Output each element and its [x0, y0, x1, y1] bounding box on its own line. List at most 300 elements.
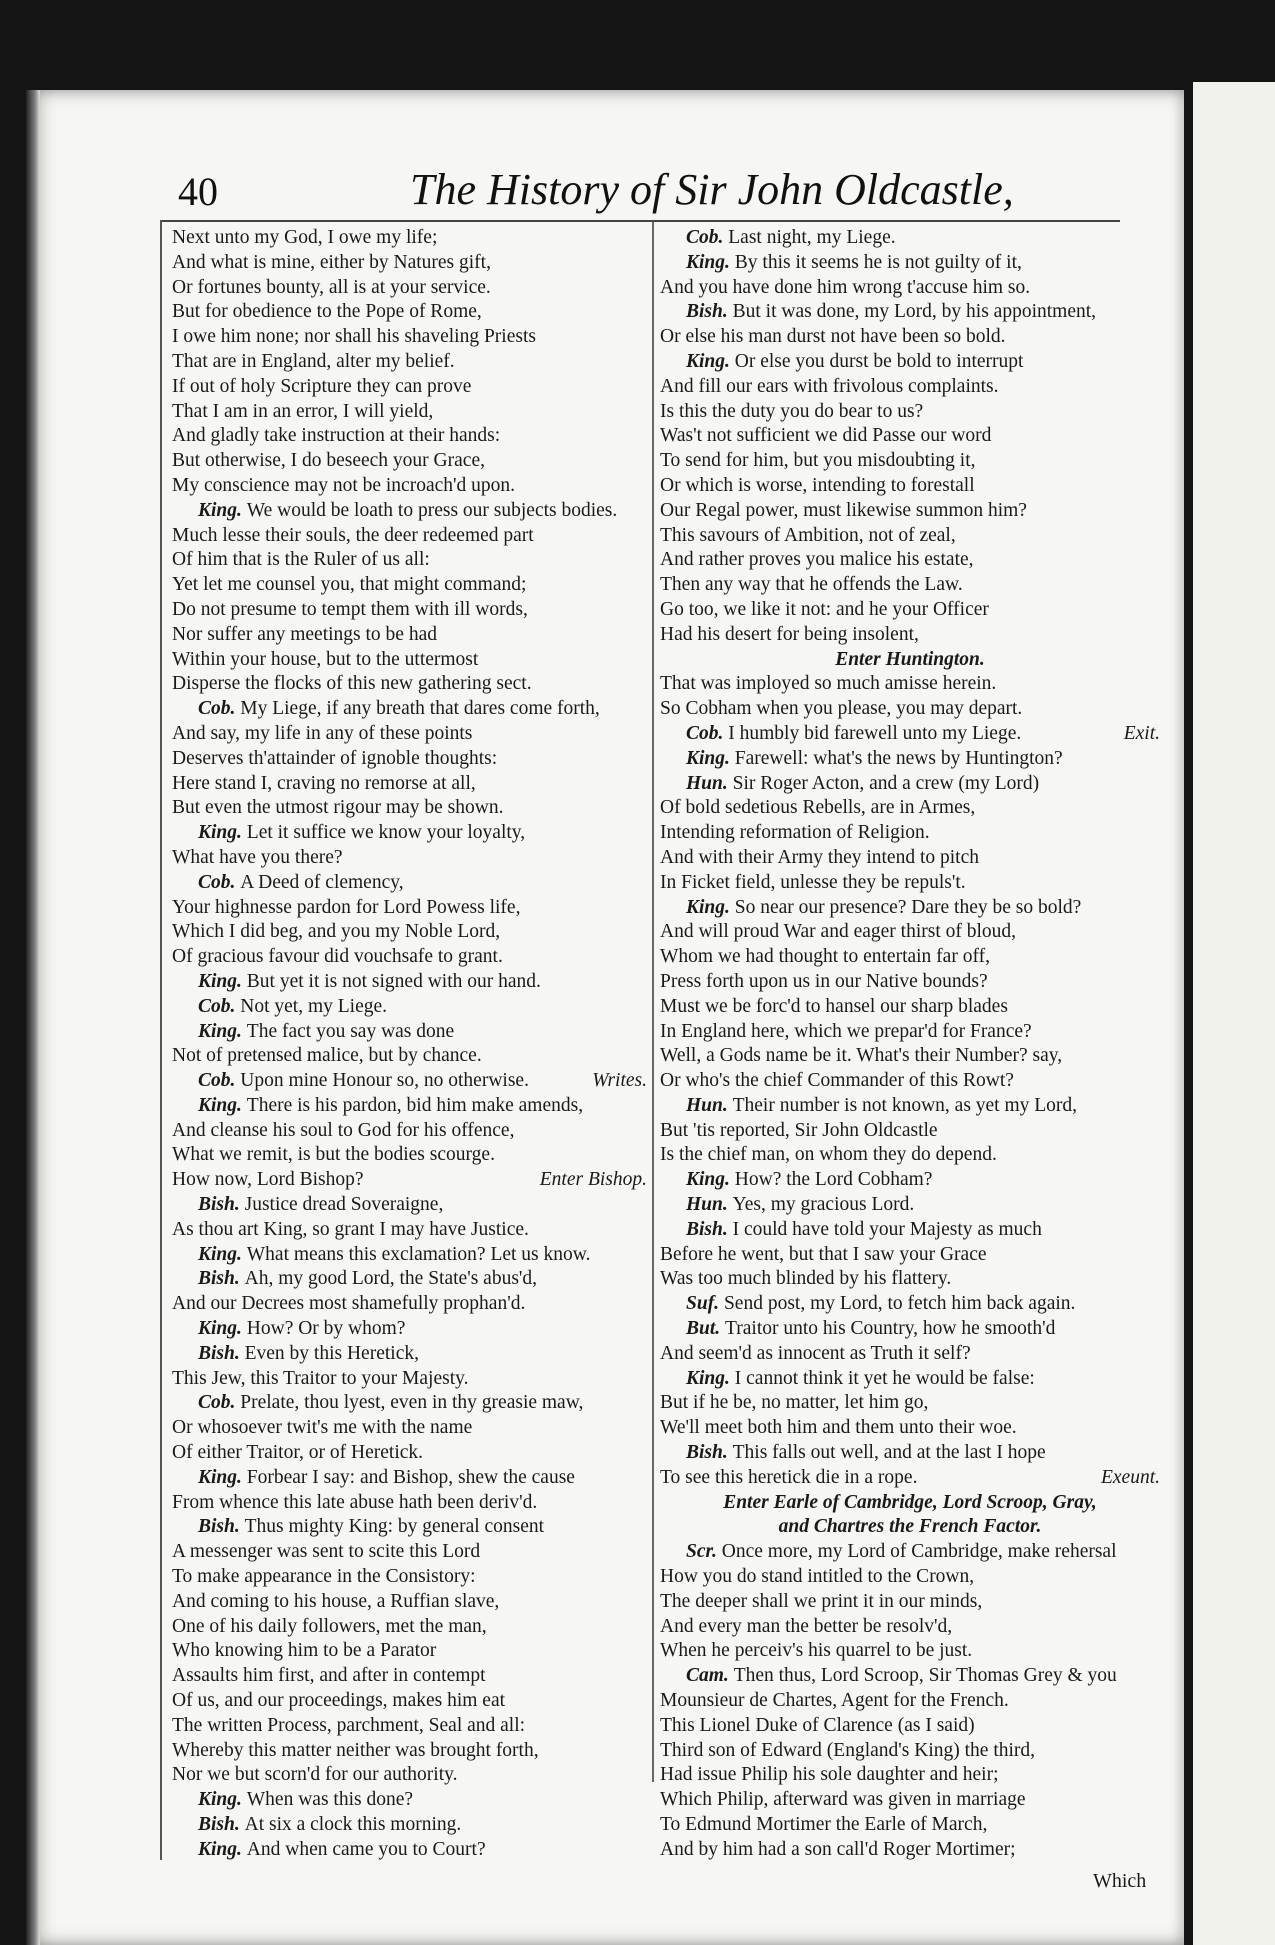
stage-direction: Writes. — [592, 1070, 647, 1092]
line-text: Or whosoever twit's me with the name — [172, 1417, 473, 1439]
verse-line — [172, 1094, 647, 1119]
line-text: Much lesse their souls, the deer redeemed part — [172, 524, 534, 546]
line-text: Third son of Edward (England's King) the third, — [660, 1739, 1036, 1761]
verse-line — [660, 1639, 1160, 1664]
verse-line — [660, 1813, 1160, 1838]
verse-line — [172, 1491, 647, 1516]
line-text: How? the Lord Cobham? — [734, 1169, 933, 1191]
line-text: And by him had a son call'd Roger Mortimer; — [660, 1838, 1016, 1860]
line-text: Of him that is the Ruler of us all: — [172, 549, 430, 571]
verse-line — [660, 1342, 1160, 1367]
catchword: Which — [1093, 1870, 1147, 1892]
stage-direction: Enter Earle of Cambridge, Lord Scroop, Gray, — [723, 1491, 1097, 1513]
verse-line — [172, 1143, 647, 1168]
verse-line — [660, 1416, 1160, 1441]
verse-line — [172, 1044, 647, 1069]
speaker-name: King. — [198, 1020, 247, 1042]
line-text: Who knowing him to be a Parator — [172, 1640, 437, 1662]
speaker-name: Scr. — [686, 1541, 722, 1563]
line-text: How now, Lord Bishop? — [172, 1169, 364, 1191]
verse-line — [172, 1020, 647, 1045]
verse-line — [172, 697, 647, 722]
verse-line — [172, 548, 647, 573]
verse-line — [660, 970, 1160, 995]
line-text: When he perceiv's his quarrel to be just. — [660, 1640, 973, 1662]
verse-line — [172, 722, 647, 747]
verse-line — [172, 945, 647, 970]
verse-line — [660, 1317, 1160, 1342]
verse-line — [660, 871, 1160, 896]
verse-line — [172, 871, 647, 896]
verse-line — [660, 1218, 1160, 1243]
line-text: To Edmund Mortimer the Earle of March, — [660, 1814, 988, 1835]
verse-line — [660, 1367, 1160, 1392]
line-text: How you do stand intitled to the Crown, — [660, 1566, 975, 1588]
verse-line — [172, 1763, 647, 1788]
verse-line — [660, 1391, 1160, 1416]
line-text: Let it suffice we know your loyalty, — [246, 822, 526, 844]
verse-line — [660, 325, 1160, 350]
line-text: By this it seems he is not guilty of it, — [734, 251, 1022, 273]
verse-line — [172, 226, 647, 251]
line-text: And our Decrees most shamefully prophan'd. — [172, 1293, 526, 1315]
stage-direction: Exeunt. — [1100, 1466, 1160, 1488]
line-text: And what is mine, either by Natures gift, — [172, 251, 491, 273]
speaker-name: But. — [686, 1318, 726, 1340]
verse-line — [660, 1763, 1160, 1788]
verse-line — [660, 1168, 1160, 1193]
verse-line — [172, 1788, 647, 1813]
verse-line — [172, 747, 647, 772]
verse-line — [172, 276, 647, 301]
verse-line — [660, 846, 1160, 871]
line-text: But even the utmost rigour may be shown. — [172, 797, 504, 819]
line-text: Was too much blinded by his flattery. — [660, 1268, 952, 1290]
line-text: This savours of Ambition, not of zeal, — [660, 524, 956, 546]
line-text: To make appearance in the Consistory: — [172, 1566, 476, 1588]
verse-line — [660, 995, 1160, 1020]
line-text: Yet let me counsel you, that might command; — [172, 574, 527, 596]
text-column-right — [660, 226, 1160, 1863]
line-text: But it was done, my Lord, by his appointment, — [732, 301, 1097, 323]
line-text: And with their Army they intend to pitch — [660, 846, 979, 868]
verse-line — [660, 722, 1160, 747]
speaker-name: King. — [198, 1838, 247, 1860]
verse-line — [660, 1143, 1160, 1168]
verse-line — [660, 400, 1160, 425]
verse-line — [172, 1615, 647, 1640]
verse-line — [172, 300, 647, 325]
line-text: Assaults him first, and after in contempt — [172, 1665, 486, 1687]
speaker-name: Hun. — [686, 1194, 733, 1216]
verse-line — [172, 1639, 647, 1664]
line-text: What we remit, is but the bodies scourge. — [172, 1144, 495, 1166]
verse-line — [660, 623, 1160, 648]
line-text: I owe him none; nor shall his shaveling Priests — [172, 326, 536, 348]
verse-line — [660, 1020, 1160, 1045]
speaker-name: King. — [198, 1243, 247, 1265]
speaker-name: Cob. — [198, 1392, 241, 1414]
line-text: Nor suffer any meetings to be had — [172, 623, 437, 645]
line-text: To send for him, but you misdoubting it, — [660, 450, 976, 472]
verse-line — [172, 1119, 647, 1144]
line-text: Your highnesse pardon for Lord Powess life, — [172, 896, 521, 918]
speaker-name: King. — [198, 822, 247, 844]
verse-line — [172, 1590, 647, 1615]
line-text: My conscience may not be incroach'd upon. — [172, 474, 516, 496]
line-text: Then any way that he offends the Law. — [660, 574, 963, 596]
verse-line — [660, 672, 1160, 697]
speaker-name: King. — [198, 1789, 247, 1811]
verse-line — [660, 276, 1160, 301]
speaker-name: King. — [686, 350, 735, 372]
verse-line — [660, 251, 1160, 276]
verse-line — [660, 499, 1160, 524]
verse-line — [660, 1441, 1160, 1466]
speaker-name: Cob. — [686, 722, 729, 744]
verse-line — [660, 449, 1160, 474]
verse-line — [172, 251, 647, 276]
verse-line — [172, 375, 647, 400]
line-text: Our Regal power, must likewise summon him? — [660, 499, 1027, 521]
verse-line — [660, 548, 1160, 573]
verse-line — [172, 474, 647, 499]
line-text: Their number is not known, as yet my Lord, — [732, 1094, 1078, 1116]
verse-line — [172, 449, 647, 474]
verse-line — [172, 400, 647, 425]
line-text: Was't not sufficient we did Passe our word — [660, 425, 992, 447]
verse-line — [660, 474, 1160, 499]
line-text: And rather proves you malice his estate, — [660, 549, 974, 571]
line-text: That I am in an error, I will yield, — [172, 400, 434, 422]
verse-line — [172, 1664, 647, 1689]
line-text: Next unto my God, I owe my life; — [172, 227, 438, 248]
line-text: The written Process, parchment, Seal and all: — [172, 1714, 526, 1736]
speaker-name: King. — [686, 1169, 735, 1191]
line-text: Had issue Philip his sole daughter and heir; — [660, 1764, 999, 1786]
stage-direction: Exit. — [1123, 722, 1160, 744]
speaker-name: Suf. — [686, 1293, 724, 1315]
line-text: There is his pardon, bid him make amends, — [246, 1094, 584, 1116]
line-text: Whom we had thought to entertain far off, — [660, 946, 990, 968]
verse-line — [660, 1119, 1160, 1144]
verse-line — [660, 1243, 1160, 1268]
verse-line — [172, 896, 647, 921]
line-text: Go too, we like it not: and he your Officer — [660, 598, 989, 620]
verse-line — [172, 1689, 647, 1714]
verse-line — [172, 499, 647, 524]
verse-line — [660, 1069, 1160, 1094]
line-text: My Liege, if any breath that dares come forth, — [240, 698, 600, 720]
speaker-name: Bish. — [686, 1442, 733, 1464]
line-text: What means this exclamation? Let us know. — [246, 1243, 591, 1265]
speaker-name: Bish. — [198, 1516, 245, 1538]
verse-line — [172, 995, 647, 1020]
line-text: This falls out well, and at the last I hope — [732, 1442, 1046, 1464]
line-text: And gladly take instruction at their hands: — [172, 425, 501, 447]
line-text: Farewell: what's the news by Huntington? — [734, 747, 1063, 769]
verse-line — [660, 1615, 1160, 1640]
line-text: Not yet, my Liege. — [240, 995, 388, 1017]
line-text: Once more, my Lord of Cambridge, make rehersal — [721, 1541, 1117, 1563]
line-text: Disperse the flocks of this new gathering sect. — [172, 673, 532, 695]
line-text: But otherwise, I do beseech your Grace, — [172, 450, 485, 472]
line-text: Before he went, but that I saw your Grace — [660, 1243, 987, 1265]
line-text: Must we be forc'd to hansel our sharp blades — [660, 995, 1008, 1017]
line-text: Or which is worse, intending to forestall — [660, 474, 975, 496]
verse-line — [172, 325, 647, 350]
verse-line — [660, 375, 1160, 400]
verse-line — [172, 1367, 647, 1392]
line-text: Nor we but scorn'd for our authority. — [172, 1764, 458, 1786]
verse-line — [172, 1515, 647, 1540]
verse-line — [172, 1218, 647, 1243]
verse-line — [660, 1540, 1160, 1565]
line-text: Or fortunes bounty, all is at your service. — [172, 276, 491, 298]
verse-line — [660, 1565, 1160, 1590]
line-text: Or who's the chief Commander of this Rowt? — [660, 1070, 1014, 1092]
verse-line — [172, 772, 647, 797]
facing-page-edge — [1193, 82, 1275, 1945]
line-text: Or else his man durst not have been so bold. — [660, 326, 1006, 348]
verse-line — [172, 1813, 647, 1838]
speaker-name: Hun. — [686, 772, 733, 794]
verse-line — [172, 1168, 647, 1193]
line-text: I could have told your Majesty as much — [732, 1218, 1042, 1240]
verse-line — [660, 1788, 1160, 1813]
line-text: From whence this late abuse hath been deriv'd. — [172, 1491, 538, 1513]
header-rule — [160, 220, 1120, 222]
line-text: And cleanse his soul to God for his offence, — [172, 1119, 515, 1141]
speaker-name: King. — [198, 1318, 247, 1340]
verse-line — [660, 573, 1160, 598]
line-text: Upon mine Honour so, no otherwise. — [240, 1070, 529, 1092]
verse-line — [172, 1565, 647, 1590]
speaker-name: King. — [198, 499, 247, 521]
line-text: Yes, my gracious Lord. — [732, 1194, 915, 1216]
verse-line — [172, 1416, 647, 1441]
line-text: Whereby this matter neither was brought forth, — [172, 1739, 539, 1761]
stage-direction: Enter Bishop. — [539, 1169, 647, 1191]
line-text: And every man the better be resolv'd, — [660, 1615, 953, 1637]
line-text: And seem'd as innocent as Truth it self? — [660, 1342, 971, 1364]
line-text: Here stand I, craving no remorse at all, — [172, 772, 476, 794]
line-text: Is this the duty you do bear to us? — [660, 400, 924, 422]
verse-line — [660, 1292, 1160, 1317]
verse-line — [172, 846, 647, 871]
verse-line — [660, 772, 1160, 797]
line-text: Justice dread Soveraigne, — [244, 1194, 444, 1216]
line-text: In Ficket field, unlesse they be repuls't. — [660, 871, 966, 893]
line-text: Of bold sedetious Rebells, are in Armes, — [660, 797, 976, 819]
speaker-name: Bish. — [198, 1814, 245, 1835]
verse-line — [172, 1317, 647, 1342]
verse-line — [660, 796, 1160, 821]
speaker-name: King. — [198, 1466, 247, 1488]
verse-line — [172, 1193, 647, 1218]
verse-line — [172, 1838, 647, 1863]
line-text: How? Or by whom? — [246, 1318, 406, 1340]
line-text: Not of pretensed malice, but by chance. — [172, 1045, 482, 1067]
verse-line — [660, 300, 1160, 325]
verse-line — [660, 1714, 1160, 1739]
line-text: Then thus, Lord Scroop, Sir Thomas Grey & you — [733, 1665, 1117, 1687]
line-text: One of his daily followers, met the man, — [172, 1615, 487, 1637]
line-text: Sir Roger Acton, and a crew (my Lord) — [732, 772, 1040, 794]
verse-line — [660, 424, 1160, 449]
speaker-name: Cob. — [686, 227, 729, 248]
left-margin-rule — [160, 220, 162, 1860]
line-text: To see this heretick die in a rope. — [660, 1466, 918, 1488]
verse-line — [172, 796, 647, 821]
line-text: Of either Traitor, or of Heretick. — [172, 1442, 424, 1464]
line-text: And you have done him wrong t'accuse him so. — [660, 276, 1031, 298]
verse-line — [172, 648, 647, 673]
line-text: This Jew, this Traitor to your Majesty. — [172, 1367, 469, 1389]
line-text: Which Philip, afterward was given in marriage — [660, 1789, 1026, 1811]
line-text: Deserves th'attainder of ignoble thoughts: — [172, 747, 498, 769]
line-text: But 'tis reported, Sir John Oldcastle — [660, 1119, 938, 1141]
verse-line — [172, 672, 647, 697]
line-text: A Deed of clemency, — [240, 871, 404, 893]
line-text: And when came you to Court? — [246, 1838, 486, 1860]
line-text: And say, my life in any of these points — [172, 722, 473, 744]
line-text: Prelate, thou lyest, even in thy greasie maw, — [240, 1392, 584, 1414]
line-text: Of gracious favour did vouchsafe to grant. — [172, 946, 503, 968]
running-title: The History of Sir John Oldcastle, — [410, 165, 1014, 214]
verse-line — [660, 1664, 1160, 1689]
verse-line — [172, 623, 647, 648]
verse-line — [660, 747, 1160, 772]
line-text: That was imployed so much amisse herein. — [660, 673, 997, 695]
verse-line — [660, 896, 1160, 921]
line-text: At six a clock this morning. — [244, 1814, 462, 1835]
verse-line — [660, 598, 1160, 623]
verse-line — [660, 1193, 1160, 1218]
verse-line — [172, 424, 647, 449]
verse-line — [660, 1044, 1160, 1069]
line-text: We would be loath to press our subjects bodies. — [246, 499, 618, 521]
line-text: What have you there? — [172, 846, 343, 868]
line-text: Last night, my Liege. — [728, 227, 896, 248]
verse-line — [660, 697, 1160, 722]
verse-line — [660, 1689, 1160, 1714]
page-header — [160, 160, 1120, 220]
verse-line — [660, 1267, 1160, 1292]
line-text: And coming to his house, a Ruffian slave, — [172, 1590, 500, 1612]
speaker-name: Bish. — [198, 1268, 245, 1290]
speaker-name: Cob. — [198, 1070, 241, 1092]
speaker-name: Hun. — [686, 1094, 733, 1116]
stage-direction: and Chartres the French Factor. — [778, 1516, 1042, 1538]
verse-line — [172, 1292, 647, 1317]
line-text: Is the chief man, on whom they do depend. — [660, 1144, 997, 1166]
speaker-name: King. — [686, 747, 735, 769]
page-gutter-shadow — [26, 90, 40, 1945]
line-text: Within your house, but to the uttermost — [172, 648, 479, 670]
line-text: A messenger was sent to scite this Lord — [172, 1541, 481, 1563]
speaker-name: Cob. — [198, 871, 241, 893]
verse-line — [660, 1466, 1160, 1491]
stage-direction: Enter Huntington. — [835, 648, 985, 670]
line-text: Of us, and our proceedings, makes him eat — [172, 1690, 506, 1712]
line-text: I cannot think it yet he would be false: — [734, 1367, 1035, 1389]
speaker-name: Bish. — [686, 1218, 733, 1240]
verse-line — [660, 1094, 1160, 1119]
line-text: In England here, which we prepar'd for France? — [660, 1020, 1032, 1042]
verse-line — [172, 1342, 647, 1367]
line-text: Which I did beg, and you my Noble Lord, — [172, 921, 501, 943]
verse-line — [172, 920, 647, 945]
line-text: This Lionel Duke of Clarence (as I said) — [660, 1714, 975, 1736]
verse-line — [172, 1466, 647, 1491]
line-text: So near our presence? Dare they be so bold? — [734, 896, 1082, 918]
verse-line — [660, 821, 1160, 846]
line-text: Do not presume to tempt them with ill words, — [172, 598, 528, 620]
verse-line — [172, 1714, 647, 1739]
line-text: If out of holy Scripture they can prove — [172, 375, 472, 397]
verse-line — [172, 1739, 647, 1764]
speaker-name: King. — [198, 1094, 247, 1116]
speaker-name: King. — [686, 251, 735, 273]
verse-line — [172, 598, 647, 623]
line-text: The fact you say was done — [246, 1020, 455, 1042]
line-text: But if he be, no matter, let him go, — [660, 1392, 929, 1414]
line-text: Or else you durst be bold to interrupt — [734, 350, 1024, 372]
line-text: That are in England, alter my belief. — [172, 350, 455, 372]
verse-line — [660, 1739, 1160, 1764]
line-text: When was this done? — [246, 1789, 414, 1811]
speaker-name: Cob. — [198, 995, 241, 1017]
speaker-name: Cob. — [198, 698, 241, 720]
line-text: The deeper shall we print it in our minds, — [660, 1590, 983, 1612]
speaker-name: King. — [686, 1367, 735, 1389]
text-column-left — [172, 226, 647, 1863]
verse-line — [172, 1540, 647, 1565]
verse-line — [660, 920, 1160, 945]
column-divider — [652, 222, 654, 1782]
line-text: Ah, my good Lord, the State's abus'd, — [244, 1268, 538, 1290]
verse-line — [172, 1441, 647, 1466]
verse-line — [172, 350, 647, 375]
line-text: Send post, my Lord, to fetch him back again. — [723, 1293, 1076, 1315]
speaker-name: Bish. — [198, 1342, 245, 1364]
line-text: Well, a Gods name be it. What's their Number? say, — [660, 1045, 1063, 1067]
verse-line — [660, 945, 1160, 970]
verse-line — [172, 1267, 647, 1292]
verse-line — [660, 226, 1160, 251]
line-text: Mounsieur de Chartes, Agent for the French. — [660, 1690, 1009, 1712]
line-text: But yet it is not signed with our hand. — [246, 970, 541, 992]
speaker-name: Bish. — [198, 1194, 245, 1216]
speaker-name: King. — [686, 896, 735, 918]
speaker-name: King. — [198, 970, 247, 992]
verse-line — [172, 1069, 647, 1094]
verse-line — [660, 1838, 1160, 1863]
verse-line — [172, 821, 647, 846]
verse-line — [172, 970, 647, 995]
line-text: Press forth upon us in our Native bounds? — [660, 970, 988, 992]
line-text: Even by this Heretick, — [244, 1342, 419, 1364]
line-text: As thou art King, so grant I may have Justice. — [172, 1218, 529, 1240]
verse-line — [172, 573, 647, 598]
line-text: Had his desert for being insolent, — [660, 623, 919, 645]
verse-line — [172, 524, 647, 549]
line-text: And fill our ears with frivolous complaints. — [660, 375, 999, 397]
verse-line — [172, 1243, 647, 1268]
verse-line — [660, 1590, 1160, 1615]
line-text: I humbly bid farewell unto my Liege. — [728, 722, 1022, 744]
